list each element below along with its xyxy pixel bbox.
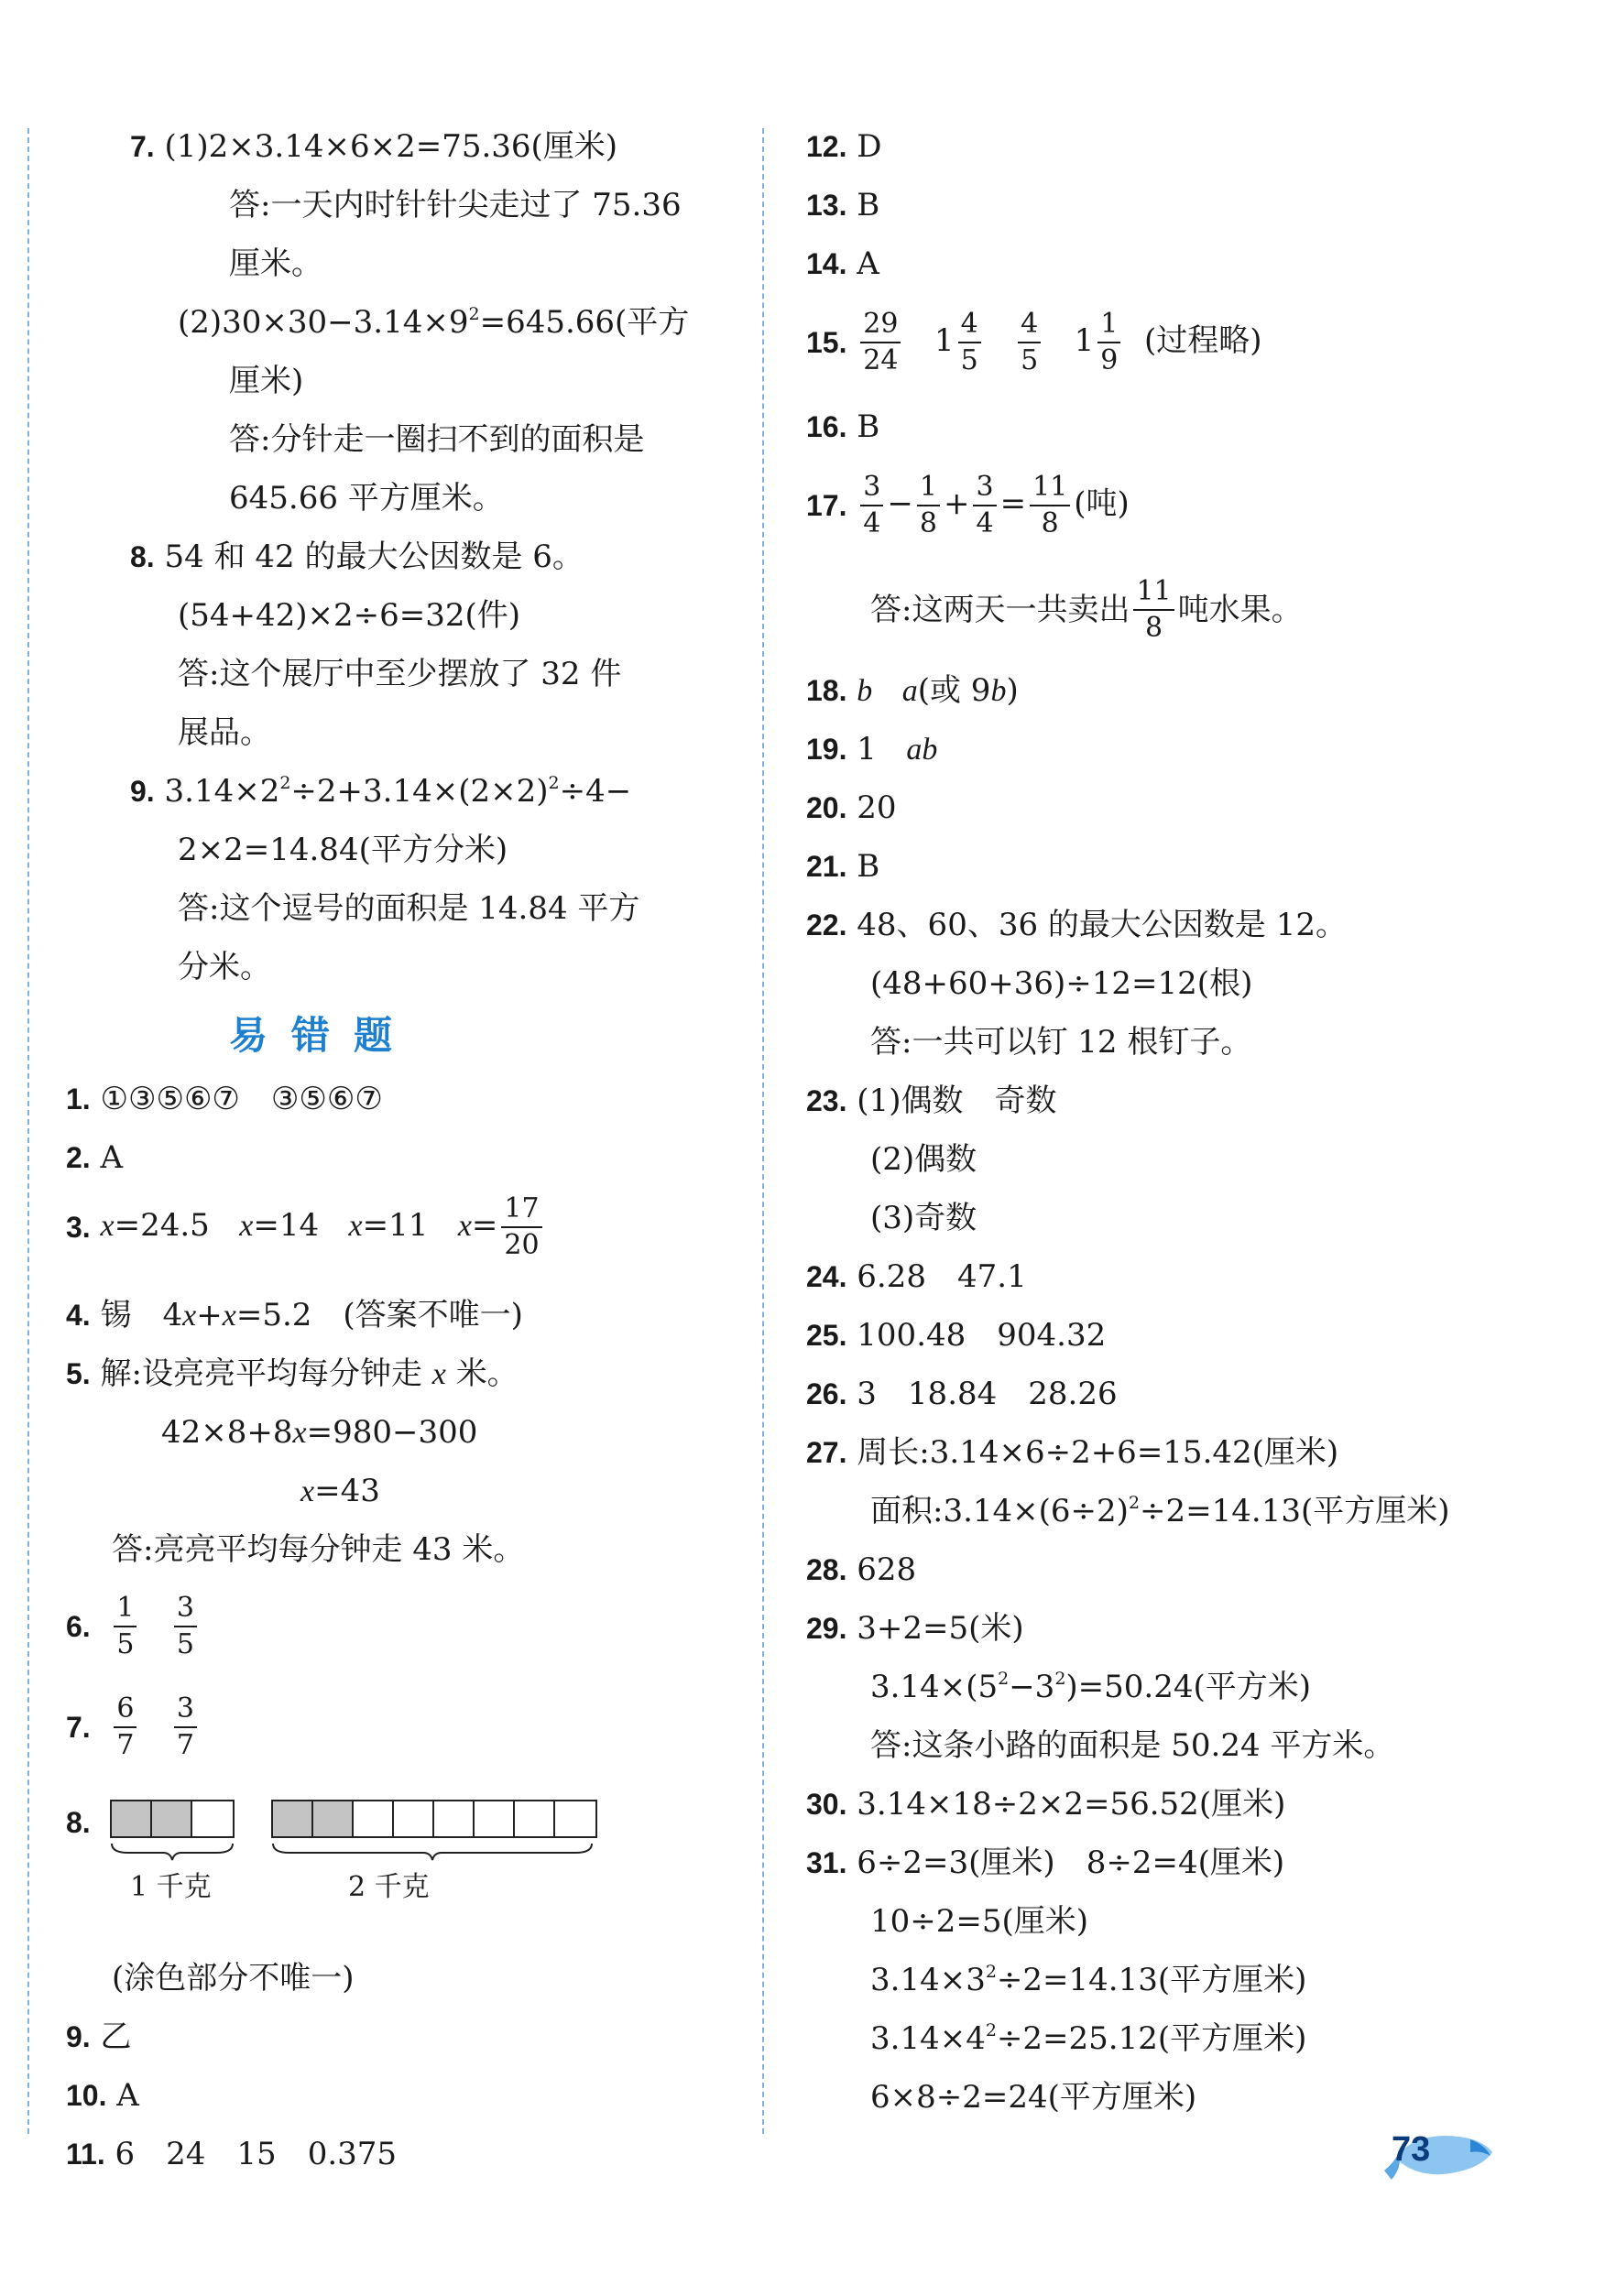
fraction: $\frac{1}{9}$ xyxy=(1097,310,1120,375)
answer-line: $3.14\times 2^2\div 2+3.14\times(2\times 2)^2\div 4-$ xyxy=(164,773,632,810)
answer-line: (3)奇数 xyxy=(870,1200,977,1236)
answer-line: 答:一共可以钉 12 根钉子。 xyxy=(870,1024,1252,1061)
question-number: 10. xyxy=(66,2079,107,2112)
answer-line: 100.48 904.32 xyxy=(857,1317,1107,1354)
answer-line: 锡 4x+x=5.2 (答案不唯一) xyxy=(100,1297,523,1333)
answer-line: 答:一天内时针针尖走过了 75.36 xyxy=(229,187,682,223)
fraction: $\frac{6}{7}$ xyxy=(114,1695,136,1759)
answer-line: (涂色部分不唯一) xyxy=(112,1960,355,1997)
answer-line: 20 xyxy=(857,789,897,826)
answer-line: ①③⑤⑥⑦ ③⑤⑥⑦ xyxy=(100,1081,383,1117)
question-number: 12. xyxy=(806,130,847,163)
column-divider xyxy=(762,128,764,2134)
question-number: 3. xyxy=(66,1211,91,1244)
question-number: 2. xyxy=(66,1141,91,1174)
question-number: 30. xyxy=(806,1788,847,1821)
question-number: 25. xyxy=(806,1319,847,1352)
answer-line: (2)偶数 xyxy=(870,1141,977,1178)
question-number: 18. xyxy=(806,674,847,707)
question-number: 6. xyxy=(66,1610,91,1643)
answer-line: 6×8÷2=24(平方厘米) xyxy=(870,2079,1197,2116)
question-number: 7. xyxy=(66,1711,91,1744)
answer-line: 周长:3.14×6÷2+6=15.42(厘米) xyxy=(857,1434,1339,1471)
question-number: 1. xyxy=(66,1083,91,1115)
answer-line: 645.66 平方厘米。 xyxy=(229,480,504,517)
answer-line: 6 24 15 0.375 xyxy=(115,2136,398,2172)
answer-line: 答:这个展厅中至少摆放了 32 件 xyxy=(178,656,622,692)
answer-line: (1)偶数 奇数 xyxy=(857,1083,1057,1119)
answer-line: 6.28 47.1 xyxy=(857,1258,1027,1295)
answer-line: $(2)30\times 30-3.14\times 9^2=645.66$(平方 xyxy=(178,304,690,341)
question-number: 23. xyxy=(806,1084,847,1117)
question-number: 28. xyxy=(806,1553,847,1586)
answer-line: b a(或 9b) xyxy=(857,672,1019,709)
fraction: $\frac{3}{4}$ xyxy=(973,473,996,538)
answer-line: 答:这个逗号的面积是 14.84 平方 xyxy=(178,890,640,927)
question-number: 26. xyxy=(806,1377,847,1410)
question-number: 15. xyxy=(806,326,847,359)
left-margin-line xyxy=(27,128,29,2134)
section-title: 易错题 xyxy=(229,1013,417,1058)
question-number: 21. xyxy=(806,850,847,883)
question-number: 9. xyxy=(130,775,155,808)
question-number: 7. xyxy=(130,130,155,163)
answer-line: 48、60、36 的最大公因数是 12。 xyxy=(857,907,1347,943)
answer-line: 分米。 xyxy=(178,949,271,985)
answer-line: D xyxy=(857,128,882,165)
answer-line: (54+42)×2÷6=32(件) xyxy=(178,597,521,634)
question-number: 8. xyxy=(130,540,155,573)
question-number: 5. xyxy=(66,1357,91,1390)
brace-1kg xyxy=(110,1842,235,1862)
question-number: 17. xyxy=(806,489,847,522)
answer-line: x=24.5 x=14 x=11 x= $\frac{17}{20}$ xyxy=(101,1195,546,1259)
question-number: 27. xyxy=(806,1436,847,1469)
page-number-badge xyxy=(1379,2125,1498,2189)
answer-line: x=43 xyxy=(300,1473,380,1509)
question-number: 11. xyxy=(66,2138,105,2171)
fraction: $\frac{11}{8}$ xyxy=(1133,578,1174,642)
question-number: 24. xyxy=(806,1260,847,1293)
answer-line: (48+60+36)÷12=12(根) xyxy=(870,965,1253,1002)
fraction: $\frac{3}{5}$ xyxy=(174,1594,197,1659)
answer-line: (1)2×3.14×6×2=75.36(厘米) xyxy=(164,128,618,165)
answer-line: B xyxy=(857,848,880,885)
fraction: $\frac{3}{7}$ xyxy=(174,1695,197,1759)
question-number: 13. xyxy=(806,189,847,222)
answer-line: A xyxy=(116,2077,139,2114)
question-number: 20. xyxy=(806,791,847,824)
answer-line: 3 18.84 28.26 xyxy=(857,1376,1118,1412)
question-number: 22. xyxy=(806,909,847,941)
answer-line: 厘米) xyxy=(229,363,304,399)
bar-1kg xyxy=(110,1800,235,1838)
fraction: $\frac{17}{20}$ xyxy=(501,1195,541,1259)
answer-line: $\frac{29}{24}$ 1 $\frac{4}{5}$ $\frac{4}{5}$ 1 $\frac{1}{9}$ (过程略) xyxy=(857,310,1261,375)
answer-line: 解:设亮亮平均每分钟走 x 米。 xyxy=(100,1355,519,1392)
question-number: 16. xyxy=(806,410,847,443)
answer-line: $3.14\times 3^2\div 2=14.13$(平方厘米) xyxy=(870,1962,1307,1998)
answer-line: A xyxy=(857,245,879,282)
answer-line: 展品。 xyxy=(178,714,271,751)
answer-line: 面积$:3.14\times(6\div 2)^2\div 2=14.13$(平方厘米) xyxy=(870,1493,1450,1529)
page-number: 73 xyxy=(1392,2130,1431,2169)
fraction: $\frac{4}{5}$ xyxy=(1018,310,1041,375)
answer-line: $3.14\times 4^2\div 2=25.12$(平方厘米) xyxy=(870,2020,1307,2057)
answer-line: 厘米。 xyxy=(229,245,322,282)
answer-line: 628 xyxy=(857,1551,917,1588)
answer-line: $3.14\times(5^2-3^2)=50.24$(平方米) xyxy=(870,1669,1312,1705)
question-number: 31. xyxy=(806,1846,847,1879)
question-number: 4. xyxy=(66,1299,91,1332)
brace-2kg xyxy=(271,1842,594,1862)
answer-line: 2×2=14.84(平方分米) xyxy=(178,832,508,868)
answer-line: 10÷2=5(厘米) xyxy=(870,1903,1089,1940)
answer-line: 答:分针走一圈扫不到的面积是 xyxy=(229,421,645,458)
answer-line: B xyxy=(857,187,880,223)
fraction: $\frac{4}{5}$ xyxy=(958,310,981,375)
answer-line: 54 和 42 的最大公因数是 6。 xyxy=(164,539,584,575)
answer-line: 3.14×18÷2×2=56.52(厘米) xyxy=(857,1786,1286,1823)
question-number: 29. xyxy=(806,1612,847,1645)
label-2kg: 2 千克 xyxy=(348,1871,430,1903)
answer-line: 答:这条小路的面积是 50.24 平方米。 xyxy=(870,1727,1395,1764)
answer-line: 答:亮亮平均每分钟走 43 米。 xyxy=(112,1531,525,1568)
question-number: 19. xyxy=(806,733,847,766)
answer-line: 答:这两天一共卖出 $\frac{11}{8}$ 吨水果。 xyxy=(870,575,1303,644)
question-number: 8. xyxy=(66,1806,91,1839)
answer-line: 6÷2=3(厘米) 8÷2=4(厘米) xyxy=(857,1844,1285,1881)
answer-line: 乙 xyxy=(100,2019,132,2055)
label-1kg: 1 千克 xyxy=(130,1871,212,1903)
fraction: $\frac{11}{8}$ xyxy=(1030,473,1070,538)
answer-line: 1 ab xyxy=(857,731,938,767)
fraction: $\frac{3}{4}$ xyxy=(860,473,883,538)
fraction: $\frac{1}{5}$ xyxy=(114,1594,136,1659)
answer-line: 3+2=5(米) xyxy=(857,1610,1024,1647)
answer-line: B xyxy=(857,408,880,445)
question-number: 9. xyxy=(66,2020,91,2053)
answer-line: 42×8+8x=980−300 xyxy=(161,1414,478,1451)
answer-line: A xyxy=(100,1139,124,1176)
question-number: 14. xyxy=(806,247,847,280)
fraction: $\frac{1}{8}$ xyxy=(917,473,940,538)
answer-line: $\frac{3}{4}$ − $\frac{1}{8}$ + $\frac{3}{4}$ = $\frac{11}{8}$ (吨) xyxy=(857,473,1130,538)
bar-2kg xyxy=(271,1800,597,1838)
fraction: $\frac{29}{24}$ xyxy=(860,310,901,375)
